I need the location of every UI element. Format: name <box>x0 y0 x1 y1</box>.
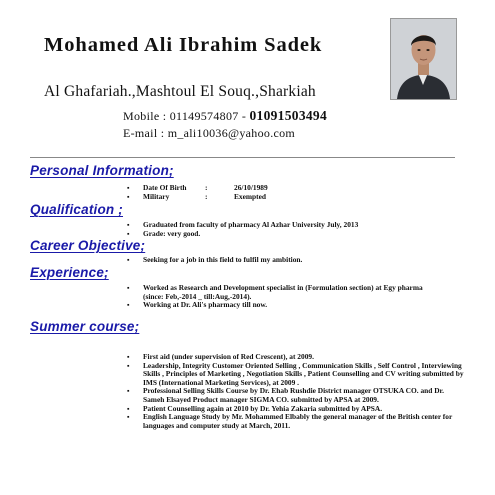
personal-info-list <box>127 184 427 201</box>
list-item: ▪ Grade: very good. <box>127 230 457 239</box>
email-address: m_ali10036@yahoo.com <box>167 126 296 140</box>
experience-list <box>127 284 433 310</box>
list-item: ▪ First aid (under supervision of Red Crescent), at 2009. <box>127 353 465 362</box>
email-label: E-mail : <box>123 126 168 140</box>
personal-row-military <box>127 193 427 202</box>
list-item: ▪ Working at Dr. Ali's pharmacy till now. <box>127 301 433 310</box>
heading-personal-information: Personal Information; <box>30 163 174 178</box>
personal-key: Military <box>143 191 170 201</box>
address: Al Ghafariah.,Mashtoul El Souq.,Sharkiah <box>44 83 316 100</box>
personal-value: Exempted <box>234 191 267 201</box>
profile-photo <box>390 18 457 100</box>
header-divider <box>30 157 455 158</box>
personal-colon: : <box>205 183 208 192</box>
heading-summer-course: Summer course; <box>30 319 140 334</box>
list-item: ▪ Professional Selling Skills Course by Dr. Ehab Rushdie District manager OTSUKA CO. and Dr. Sameh Elsayed Product manager SIGMA CO. submitted by APSA at 2009. <box>127 387 465 404</box>
email-line <box>123 126 295 141</box>
summer-course-list <box>127 353 465 430</box>
list-item: ▪ Leadership, Integrity Customer Oriented Selling , Communication Skills , Self Control , Interviewing Skills , Principles of Marketing , Negotiation Skills , Patient Counselling and CV writing submitted by IMS (International Marketing Services), at 2009 . <box>127 362 465 388</box>
mobile-separator: - <box>238 109 250 123</box>
person-photo-icon <box>391 19 456 99</box>
mobile-number-2: 01091503494 <box>249 108 328 123</box>
heading-qualification: Qualification ; <box>30 202 124 217</box>
list-item: ▪ Graduated from faculty of pharmacy Al Azhar University July, 2013 <box>127 221 457 230</box>
personal-colon: : <box>205 191 208 201</box>
career-list <box>127 256 457 265</box>
heading-career-objective: Career Objective; <box>30 238 146 253</box>
personal-row-dob <box>127 184 427 193</box>
list-item: ▪ Patient Counselling again at 2010 by Dr. Yehia Zakaria submitted by APSA. <box>127 405 465 414</box>
heading-experience: Experience; <box>30 265 109 280</box>
personal-key: Date Of Birth <box>143 183 187 192</box>
mobile-line <box>123 108 327 124</box>
qualification-list <box>127 221 457 238</box>
mobile-number-1: 01149574807 <box>169 109 239 123</box>
personal-value: 26/10/1989 <box>234 183 268 192</box>
list-item: ▪ English Language Study by Mr. Mohammed Elbably the general manager of the British center for languages and computer study at March, 2011. <box>127 413 465 430</box>
resume-name: Mohamed Ali Ibrahim Sadek <box>44 34 323 56</box>
list-item: ▪ Seeking for a job in this field to fulfil my ambition. <box>127 256 457 265</box>
list-item: ▪ Worked as Research and Development specialist in (Formulation section) at Egy pharma (since: Feb,-2014 _ till:Aug,-2014). <box>127 284 433 301</box>
mobile-label: Mobile : <box>123 109 170 123</box>
